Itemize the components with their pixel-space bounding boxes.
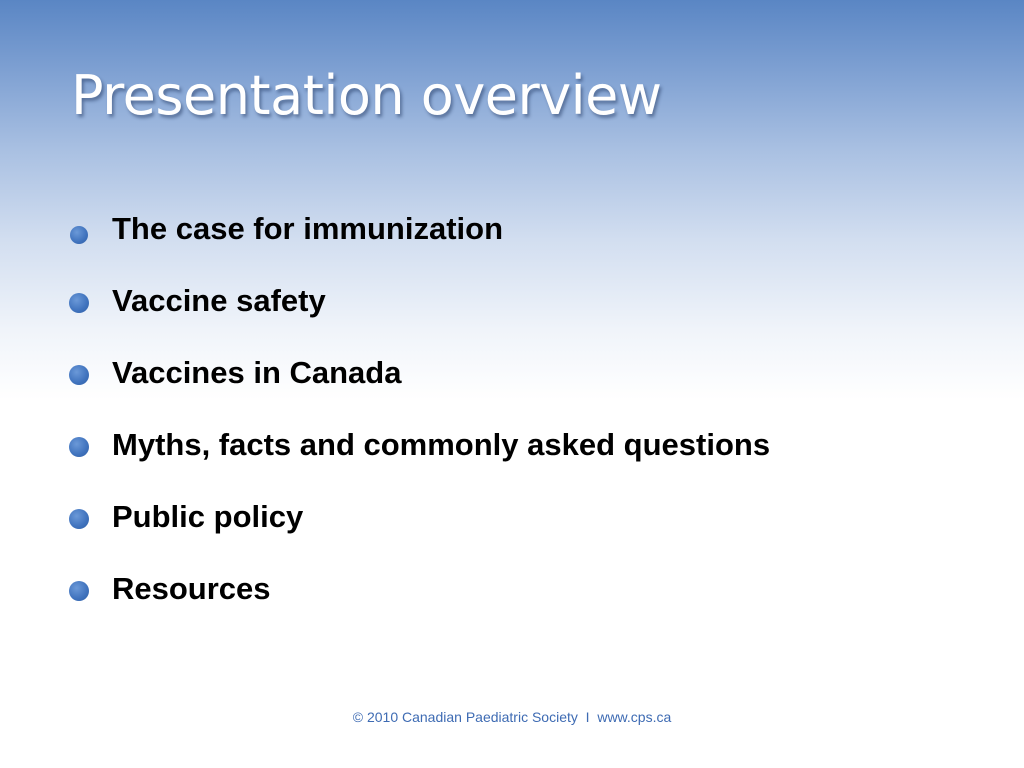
- bullet-item: [66, 207, 770, 279]
- bullet-text: Myths, facts and commonly asked questions: [112, 427, 771, 462]
- bullet-dot-icon: [69, 581, 89, 601]
- bullet-item: [66, 423, 770, 495]
- bullet-item: [66, 567, 770, 639]
- bullet-dot-icon: [69, 437, 89, 457]
- bullet-item: [66, 495, 770, 567]
- bullet-item: [66, 351, 770, 423]
- bullet-dot-icon: [69, 365, 89, 385]
- bullet-text: The case for immunization: [112, 211, 504, 246]
- footer-separator: I: [585, 709, 590, 725]
- slide-footer: [0, 709, 1024, 725]
- footer-copyright: © 2010 Canadian Paediatric Society: [352, 709, 578, 725]
- bullet-dot-icon: [69, 293, 89, 313]
- bullet-text: Public policy: [112, 499, 304, 534]
- bullet-dot-icon: [70, 226, 88, 244]
- bullet-text: Vaccine safety: [112, 283, 326, 318]
- bullet-item: [66, 279, 770, 351]
- footer-url: www.cps.ca: [597, 709, 672, 725]
- bullet-list: [66, 207, 770, 639]
- bullet-dot-icon: [69, 509, 89, 529]
- bullet-text: Vaccines in Canada: [112, 355, 402, 390]
- slide-title: Presentation overview: [71, 64, 662, 127]
- bullet-text: Resources: [112, 571, 271, 606]
